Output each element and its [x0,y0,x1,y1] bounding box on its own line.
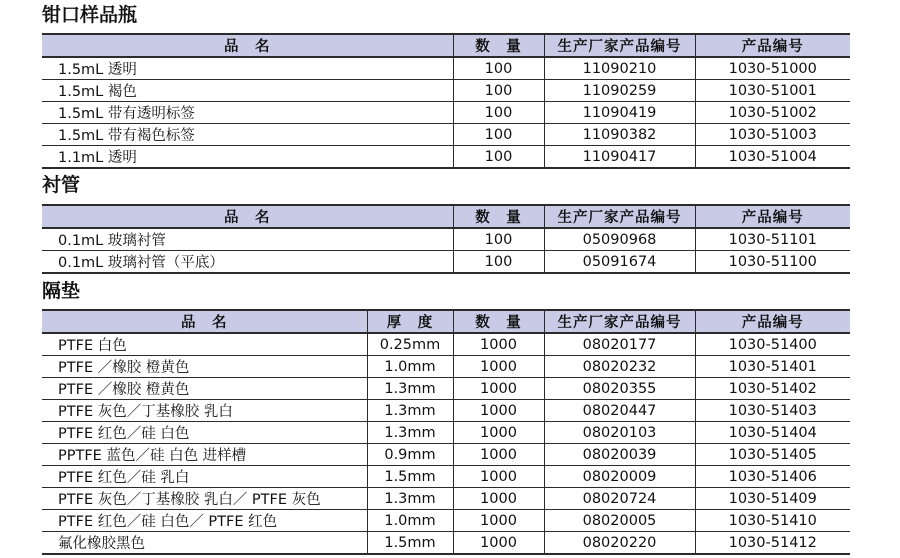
section-title-inserts: 衬管 [42,174,81,196]
cell-thickness: 1.3mm [367,488,453,510]
section-title-crimp-vials: 钳口样品瓶 [42,4,138,26]
cell-maker-part-no: 08020009 [544,466,695,488]
cell-name: 1.5mL 透明 [42,57,453,80]
cell-name: PTFE 红色／硅 白色 [42,422,367,444]
cell-thickness: 1.3mm [367,400,453,422]
cell-quantity: 1000 [453,422,544,444]
table-row [42,228,850,251]
table-row [42,146,850,169]
column-header-maker-part-no: 生产厂家产品编号 [544,310,695,333]
column-header-maker-part-no: 生产厂家产品编号 [544,34,695,57]
cell-maker-part-no: 11090382 [544,124,695,146]
cell-part-no: 1030-51101 [695,228,850,251]
cell-part-no: 1030-51401 [695,356,850,378]
cell-part-no: 1030-51400 [695,333,850,356]
cell-name: 氟化橡胶黑色 [42,532,367,555]
cell-name: 1.5mL 带有透明标签 [42,102,453,124]
cell-part-no: 1030-51100 [695,251,850,274]
cell-thickness: 0.9mm [367,444,453,466]
cell-maker-part-no: 11090417 [544,146,695,169]
cell-quantity: 1000 [453,488,544,510]
cell-part-no: 1030-51410 [695,510,850,532]
cell-name: PTFE ／橡胶 橙黄色 [42,356,367,378]
cell-quantity: 100 [453,251,544,274]
cell-thickness: 1.3mm [367,378,453,400]
column-header-maker-part-no: 生产厂家产品编号 [544,205,695,228]
cell-maker-part-no: 08020177 [544,333,695,356]
cell-part-no: 1030-51412 [695,532,850,555]
cell-maker-part-no: 08020220 [544,532,695,555]
cell-maker-part-no: 08020232 [544,356,695,378]
table-row [42,251,850,274]
table-row [42,488,850,510]
cell-part-no: 1030-51402 [695,378,850,400]
cell-thickness: 1.5mm [367,532,453,555]
cell-quantity: 1000 [453,532,544,555]
cell-part-no: 1030-51403 [695,400,850,422]
cell-name: PTFE 红色／硅 白色／ PTFE 红色 [42,510,367,532]
column-header-part-no: 产品编号 [695,34,850,57]
cell-quantity: 100 [453,228,544,251]
crimp-vials-table [42,33,850,169]
cell-part-no: 1030-51409 [695,488,850,510]
table-row [42,124,850,146]
table-row [42,466,850,488]
cell-quantity: 1000 [453,400,544,422]
header-row [42,205,850,228]
table-row [42,400,850,422]
cell-name: 1.1mL 透明 [42,146,453,169]
cell-maker-part-no: 11090210 [544,57,695,80]
column-header-part-no: 产品编号 [695,310,850,333]
table-row [42,532,850,555]
cell-part-no: 1030-51406 [695,466,850,488]
cell-thickness: 1.3mm [367,422,453,444]
cell-name: PPTFE 蓝色／硅 白色 进样槽 [42,444,367,466]
cell-name: 1.5mL 褐色 [42,80,453,102]
cell-name: 0.1mL 玻璃衬管（平底） [42,251,453,274]
table-row [42,444,850,466]
cell-maker-part-no: 08020724 [544,488,695,510]
cell-maker-part-no: 08020355 [544,378,695,400]
column-header-name: 品 名 [42,310,367,333]
inserts-table [42,204,850,274]
table-row [42,356,850,378]
cell-quantity: 1000 [453,378,544,400]
table-row [42,80,850,102]
cell-name: PTFE 红色／硅 乳白 [42,466,367,488]
column-header-name: 品 名 [42,205,453,228]
cell-name: 0.1mL 玻璃衬管 [42,228,453,251]
cell-quantity: 1000 [453,356,544,378]
cell-name: PTFE ／橡胶 橙黄色 [42,378,367,400]
cell-quantity: 1000 [453,466,544,488]
cell-maker-part-no: 11090259 [544,80,695,102]
cell-quantity: 100 [453,146,544,169]
cell-quantity: 100 [453,57,544,80]
cell-thickness: 1.0mm [367,510,453,532]
cell-name: PTFE 灰色／丁基橡胶 乳白 [42,400,367,422]
table-row [42,102,850,124]
cell-quantity: 100 [453,124,544,146]
column-header-quantity: 数 量 [453,205,544,228]
table-row [42,422,850,444]
cell-quantity: 1000 [453,333,544,356]
cell-name: PTFE 灰色／丁基橡胶 乳白／ PTFE 灰色 [42,488,367,510]
cell-part-no: 1030-51405 [695,444,850,466]
cell-quantity: 1000 [453,444,544,466]
header-row [42,310,850,333]
cell-maker-part-no: 05091674 [544,251,695,274]
cell-thickness: 1.5mm [367,466,453,488]
cell-part-no: 1030-51004 [695,146,850,169]
cell-part-no: 1030-51003 [695,124,850,146]
table-row [42,57,850,80]
cell-thickness: 1.0mm [367,356,453,378]
column-header-part-no: 产品编号 [695,205,850,228]
column-header-name: 品 名 [42,34,453,57]
column-header-thickness: 厚 度 [367,310,453,333]
table-row [42,378,850,400]
table-row [42,333,850,356]
cell-quantity: 100 [453,80,544,102]
header-row [42,34,850,57]
table-row [42,510,850,532]
cell-part-no: 1030-51404 [695,422,850,444]
cell-name: PTFE 白色 [42,333,367,356]
cell-maker-part-no: 08020103 [544,422,695,444]
septa-table [42,309,850,555]
column-header-quantity: 数 量 [453,34,544,57]
cell-maker-part-no: 08020005 [544,510,695,532]
cell-maker-part-no: 08020447 [544,400,695,422]
cell-thickness: 0.25mm [367,333,453,356]
cell-quantity: 100 [453,102,544,124]
cell-part-no: 1030-51001 [695,80,850,102]
cell-maker-part-no: 05090968 [544,228,695,251]
cell-part-no: 1030-51000 [695,57,850,80]
cell-part-no: 1030-51002 [695,102,850,124]
cell-name: 1.5mL 带有褐色标签 [42,124,453,146]
column-header-quantity: 数 量 [453,310,544,333]
cell-maker-part-no: 11090419 [544,102,695,124]
cell-maker-part-no: 08020039 [544,444,695,466]
section-title-septa: 隔垫 [42,280,81,302]
cell-quantity: 1000 [453,510,544,532]
